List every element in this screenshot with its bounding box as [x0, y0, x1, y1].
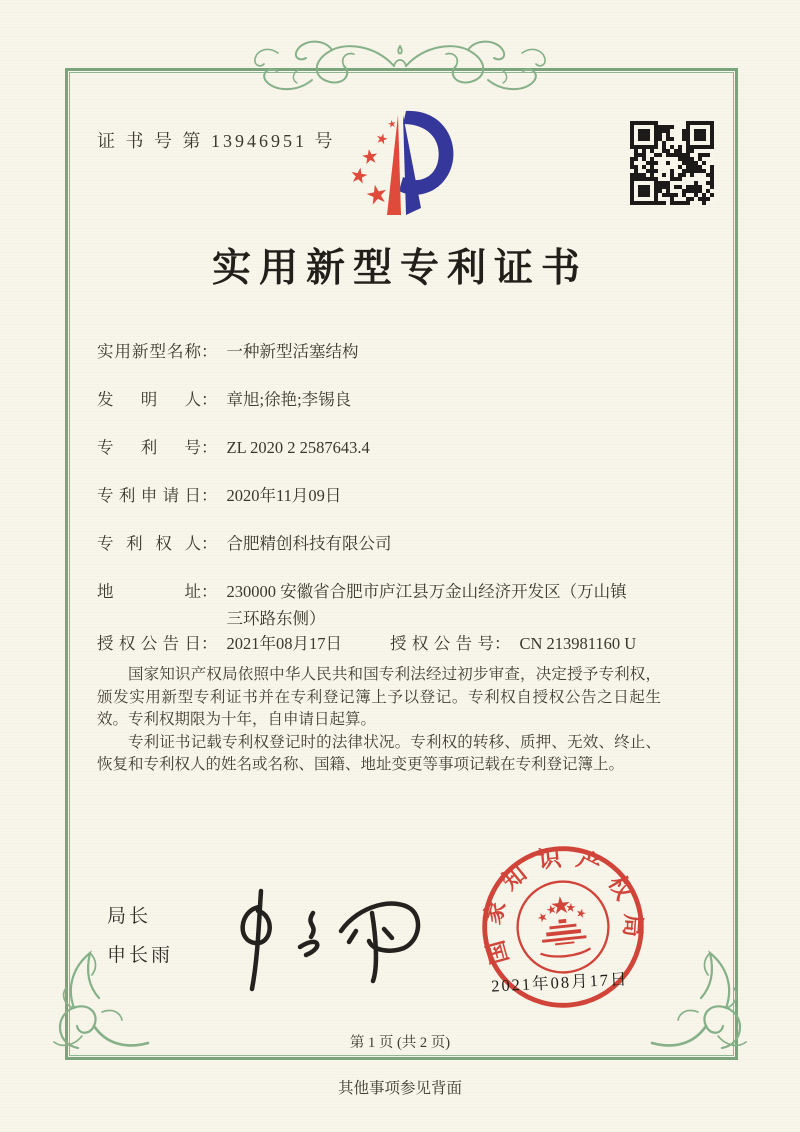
field-value: ZL 2020 2 2587643.4: [226, 438, 370, 457]
seal-date: 2021年08月17日: [490, 969, 629, 996]
grant-number-group: [390, 630, 636, 657]
field-colon: ：: [201, 634, 218, 653]
field-value: 2021年08月17日: [226, 634, 342, 653]
certificate-number: 证 书 号 第 13946951 号: [97, 131, 336, 151]
field-value: 合肥精创科技有限公司: [226, 534, 392, 553]
legal-text: [97, 664, 661, 777]
field-value: CN 213981160 U: [519, 634, 637, 653]
field-label: 专利申请日: [97, 486, 201, 505]
field-colon: ：: [201, 390, 218, 409]
field-value: 章旭;徐艳;李锡良: [226, 390, 352, 409]
field-label: 实用新型名称: [97, 342, 201, 361]
field-row-patentee: [97, 530, 677, 557]
seal-ring-text: 国家知识产权局: [479, 844, 646, 967]
field-value: 一种新型活塞结构: [226, 342, 359, 361]
legal-paragraph-1: 国家知识产权局依照中华人民共和国专利法经过初步审查，决定授予专利权，颁发实用新型专利证书并在专利登记簿上予以登记。专利权自授权公告之日起生效。专利权期限为十年，自申请日起算。: [97, 666, 661, 728]
field-value: 2020年11月09日: [226, 486, 342, 505]
cnipa-logo-icon: [336, 103, 470, 233]
director-signature-icon: [225, 883, 437, 1001]
back-side-note: 其他事项参见背面: [337, 1080, 462, 1097]
field-row-inventors: [97, 386, 677, 413]
field-row-filing-date: [97, 482, 677, 509]
field-list: [97, 338, 677, 657]
field-row-patent-no: [97, 434, 677, 461]
director-role: 局长: [107, 906, 152, 927]
legal-paragraph-2: 专利证书记载专利权登记时的法律状况。专利权的转移、质押、无效、终止、恢复和专利权人的姓名或名称、国籍、地址变更等事项记载在专利登记簿上。: [97, 733, 661, 773]
grant-date-group: [97, 630, 342, 657]
field-colon: ：: [201, 486, 218, 505]
certificate-title: 实用新型专利证书: [211, 247, 588, 290]
field-colon: ：: [201, 582, 218, 601]
field-label: 专利号: [97, 438, 201, 457]
field-colon: ：: [201, 342, 218, 361]
field-colon: ：: [201, 534, 218, 553]
field-row-address: [97, 578, 677, 632]
field-value: 230000 安徽省合肥市庐江县万金山经济开发区（万山镇三环路东侧）: [226, 582, 627, 628]
qr-code-icon: [630, 121, 714, 205]
field-label: 发明人: [97, 390, 201, 409]
field-colon: ：: [201, 438, 218, 457]
field-row-utility-model-name: [97, 338, 677, 365]
grant-row: [97, 630, 677, 657]
field-label: 专利权人: [97, 534, 201, 553]
page-number: 第 1 页 (共 2 页): [349, 1035, 451, 1051]
field-colon: ：: [494, 634, 511, 653]
director-name: 申长雨: [107, 945, 174, 966]
field-label: 地址: [97, 582, 201, 601]
field-label: 授权公告日: [97, 634, 201, 653]
field-label: 授权公告号: [390, 634, 494, 653]
